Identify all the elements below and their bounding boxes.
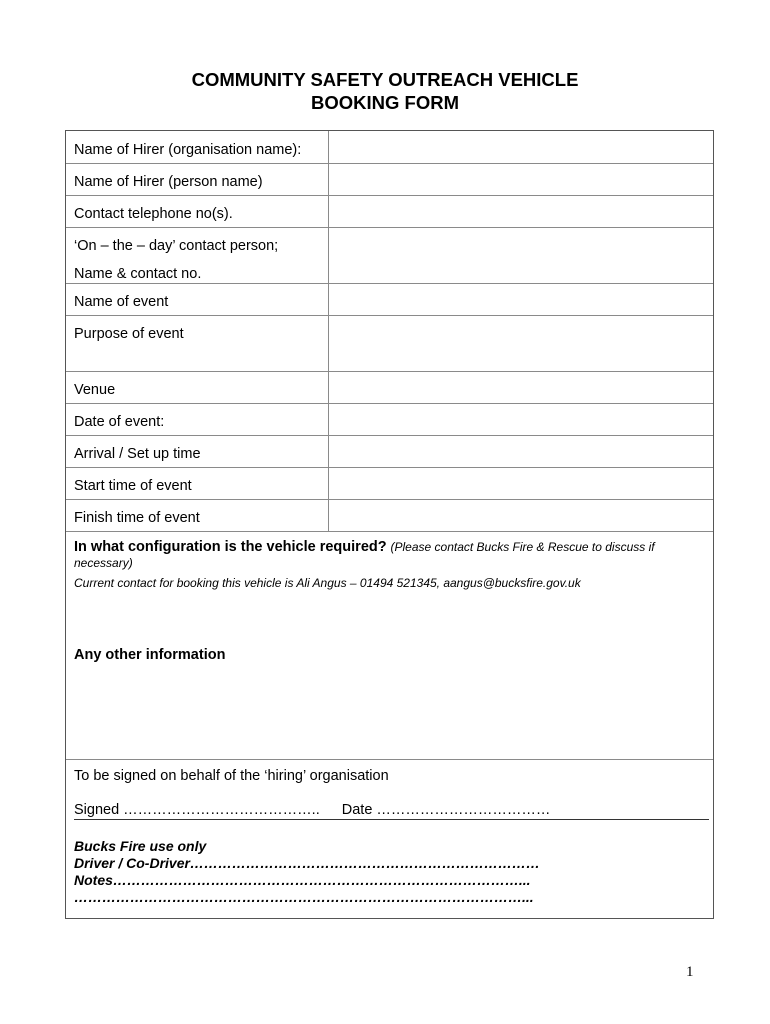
venue-field[interactable] <box>329 371 713 403</box>
field-row-start-time <box>66 467 713 500</box>
field-row-event-date <box>66 403 713 436</box>
page-title <box>0 68 770 114</box>
page-number: 1 <box>686 964 694 980</box>
field-label: Purpose of event <box>66 315 329 371</box>
event-name-field[interactable] <box>329 283 713 315</box>
person-name-field[interactable] <box>329 163 713 195</box>
field-row-event-purpose <box>66 315 713 372</box>
other-information-label: Any other information <box>74 647 226 663</box>
field-label: Arrival / Set up time <box>66 435 329 467</box>
field-row-organisation-name <box>66 131 713 164</box>
booking-form-table <box>65 130 714 919</box>
field-row-contact-telephone <box>66 195 713 228</box>
field-label: Date of event: <box>66 403 329 435</box>
field-label <box>66 227 329 283</box>
field-label-line-1: ‘On – the – day’ contact person; <box>74 238 279 254</box>
finish-time-field[interactable] <box>329 499 713 531</box>
title-line-1: COMMUNITY SAFETY OUTREACH VEHICLE <box>191 69 579 90</box>
field-row-venue <box>66 371 713 404</box>
field-row-person-name <box>66 163 713 196</box>
field-row-on-the-day-contact <box>66 227 713 284</box>
configuration-question <box>74 539 703 571</box>
contact-telephone-field[interactable] <box>329 195 713 227</box>
field-label-line-2: Name & contact no. <box>74 266 202 282</box>
configuration-section[interactable] <box>66 531 713 759</box>
event-purpose-field[interactable] <box>329 315 713 371</box>
driver-co-driver-field[interactable]: Driver / Co-Driver………………………………………………………………… <box>74 855 540 871</box>
field-label: Name of Hirer (organisation name): <box>66 131 329 163</box>
configuration-question-text: In what configuration is the vehicle required? <box>74 539 387 555</box>
signature-heading: To be signed on behalf of the ‘hiring’ organisation <box>74 768 389 784</box>
signature-section <box>66 759 713 918</box>
signature-divider <box>74 819 709 820</box>
notes-continuation-field[interactable]: ……………………………………………………………………………………... <box>74 889 534 905</box>
field-label: Contact telephone no(s). <box>66 195 329 227</box>
notes-field[interactable]: Notes……………………………………………………………………………... <box>74 872 531 888</box>
signature-line <box>74 802 550 818</box>
date-field[interactable]: Date ……………………………… <box>341 802 551 818</box>
event-date-field[interactable] <box>329 403 713 435</box>
field-row-arrival-time <box>66 435 713 468</box>
arrival-time-field[interactable] <box>329 435 713 467</box>
organisation-name-field[interactable] <box>329 131 713 163</box>
booking-contact-info: Current contact for booking this vehicle is Ali Angus – 01494 521345, aangus@bucksfire.gov.uk <box>74 576 581 590</box>
field-label: Name of Hirer (person name) <box>66 163 329 195</box>
signed-field[interactable]: Signed ………………………………….. <box>74 802 320 818</box>
office-use-heading: Bucks Fire use only <box>74 838 207 854</box>
title-line-2: BOOKING FORM <box>311 92 459 113</box>
field-label: Venue <box>66 371 329 403</box>
start-time-field[interactable] <box>329 467 713 499</box>
field-row-event-name <box>66 283 713 316</box>
on-the-day-contact-field[interactable] <box>329 227 713 283</box>
field-row-finish-time <box>66 499 713 532</box>
configuration-note: (Please contact Bucks Fire & Rescue to discuss if necessary) <box>74 540 655 570</box>
field-label: Start time of event <box>66 467 329 499</box>
field-label: Name of event <box>66 283 329 315</box>
field-label: Finish time of event <box>66 499 329 531</box>
